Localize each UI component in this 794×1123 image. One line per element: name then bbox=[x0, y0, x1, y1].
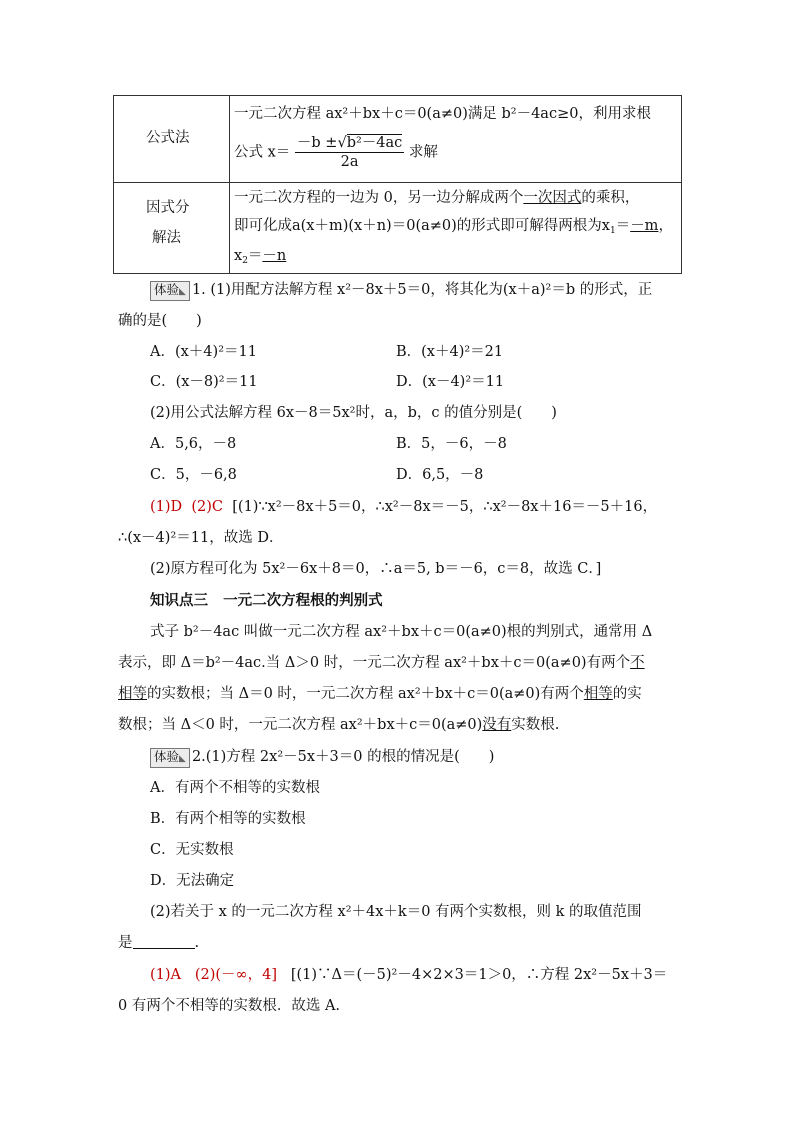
text: 表示，即 Δ＝b²－4ac.当 Δ＞0 时，一元二次方程 ax²＋bx＋c＝0(a≠0)有两个 bbox=[118, 655, 631, 671]
answer-2: (2)(－∞，4] bbox=[194, 967, 278, 983]
section-number: 知识点三 bbox=[150, 592, 208, 609]
ex1-option-a: A．(x＋4)²＝11 bbox=[150, 344, 257, 360]
factor-method-line2 bbox=[234, 214, 673, 235]
formula-method-name: 公式法 bbox=[146, 130, 190, 146]
exercise1-solution-cont: ∴(x－4)²＝11，故选 D． bbox=[118, 530, 284, 546]
ex1-option-d: D．(x－4)²＝11 bbox=[396, 374, 505, 390]
section3-para-line4 bbox=[118, 713, 559, 734]
text: 数根；当 Δ＜0 时，一元二次方程 ax²＋bx＋c＝0(a≠0) bbox=[118, 717, 483, 733]
subscript: 2 bbox=[242, 256, 248, 266]
text: ＝ bbox=[615, 218, 631, 234]
ex1-q2-option-c: C．5，－6,8 bbox=[150, 467, 237, 483]
ex1-option-b: B．(x＋4)²＝21 bbox=[396, 344, 504, 360]
factor-method-line1 bbox=[234, 186, 639, 207]
section3-para-line2 bbox=[118, 651, 645, 672]
answer-blank bbox=[133, 934, 195, 949]
badge-label: 体验 bbox=[154, 282, 180, 297]
section3-para-line1: 式子 b²－4ac 叫做一元二次方程 ax²＋bx＋c＝0(a≠0)根的判别式，通常用 Δ bbox=[150, 624, 653, 640]
exercise1-question1-cont: 确的是( ) bbox=[118, 313, 202, 329]
table-divider-horizontal bbox=[114, 182, 681, 183]
exercise2-question2-cont bbox=[118, 931, 199, 952]
formula-method-line2 bbox=[234, 134, 438, 171]
exercise1-question2: (2)用公式法解方程 6x－8＝5x²时，a，b，c 的值分别是( ) bbox=[150, 405, 557, 421]
methods-table bbox=[113, 95, 682, 274]
formula-numerator: －b ±√b²－4ac bbox=[296, 135, 403, 151]
exercise-badge bbox=[150, 281, 190, 301]
text: 的实数根；当 Δ＝0 时，一元二次方程 ax²＋bx＋c＝0(a≠0)有两个 bbox=[147, 686, 584, 702]
triangle-icon: ◣ bbox=[179, 754, 186, 764]
section3-heading bbox=[150, 589, 383, 610]
subscript: 1 bbox=[609, 226, 616, 236]
solution-text: [(1)∵x²－8x＋5＝0，∴x²－8x＝－5，∴x²－8x＋16＝－5＋16， bbox=[232, 499, 658, 515]
exercise1-question1 bbox=[150, 278, 652, 301]
ex2-option-c: C．无实数根 bbox=[150, 842, 234, 858]
numerator-left: －b ± bbox=[296, 135, 338, 151]
text: x bbox=[234, 248, 243, 264]
answer-1: (1)A bbox=[150, 967, 182, 983]
underlined-text: 不 bbox=[630, 655, 645, 671]
section-title: 一元二次方程根的判别式 bbox=[223, 592, 383, 609]
ex2-option-a: A．有两个不相等的实数根 bbox=[150, 780, 320, 796]
text: 一元二次方程的一边为 0，另一边分解成两个 bbox=[234, 190, 524, 206]
question-text: 2.(1)方程 2x²－5x＋3＝0 的根的情况是( ) bbox=[191, 749, 495, 765]
exercise1-answer bbox=[150, 495, 657, 516]
formula-prefix: 公式 x＝ bbox=[234, 144, 291, 161]
section3-para-line3 bbox=[118, 682, 642, 703]
table-divider-vertical bbox=[229, 96, 230, 273]
factor-method-name-1: 因式分 bbox=[146, 200, 190, 216]
triangle-icon: ◣ bbox=[179, 287, 186, 297]
underlined-text: －n bbox=[262, 248, 287, 264]
underlined-text: 一次因式 bbox=[523, 190, 582, 206]
underlined-text: 相等 bbox=[118, 686, 147, 702]
exercise2-solution-cont: 0 有两个不相等的实数根．故选 A. bbox=[118, 998, 341, 1014]
solution-text: [(1)∵Δ＝(－5)²－4×2×3＝1＞0，∴方程 2x²－5x＋3＝ bbox=[290, 967, 668, 983]
text: ＝ bbox=[247, 248, 263, 264]
text: 实数根. bbox=[511, 717, 560, 733]
ex1-q2-option-b: B．5，－6，－8 bbox=[396, 436, 507, 452]
ex1-q2-option-d: D．6,5，－8 bbox=[396, 467, 484, 483]
badge-label: 体验 bbox=[154, 749, 180, 764]
exercise2-question1 bbox=[150, 745, 494, 768]
text: . bbox=[194, 935, 200, 951]
factor-method-name-2: 解法 bbox=[152, 230, 181, 246]
text: 是 bbox=[118, 935, 133, 951]
question-text: 1. (1)用配方法解方程 x²－8x＋5＝0，将其化为(x＋a)²＝b 的形式，正 bbox=[191, 282, 653, 298]
formula-suffix: 求解 bbox=[408, 144, 438, 161]
ex2-option-b: B．有两个相等的实数根 bbox=[150, 811, 306, 827]
ex1-q2-option-a: A．5,6，－8 bbox=[150, 436, 237, 452]
formula-denominator: 2a bbox=[340, 154, 359, 170]
text: ， bbox=[658, 218, 673, 234]
underlined-text: 相等 bbox=[583, 686, 613, 702]
ex1-option-c: C．(x－8)²＝11 bbox=[150, 374, 258, 390]
text: 的乘积， bbox=[581, 190, 640, 206]
answer-1: (1)D bbox=[150, 499, 183, 515]
text: 即可化成a(x＋m)(x＋n)＝0(a≠0)的形式即可解得两根为x bbox=[234, 218, 610, 234]
exercise1-solution2: (2)原方程可化为 5x²－6x＋8＝0，∴a＝5, b＝－6，c＝8，故选 C．] bbox=[150, 561, 602, 577]
text: 的实 bbox=[612, 686, 642, 702]
exercise2-question2: (2)若关于 x 的一元二次方程 x²＋4x＋k＝0 有两个实数根，则 k 的取值范围 bbox=[150, 904, 642, 920]
underlined-text: 没有 bbox=[482, 717, 512, 733]
factor-method-line3 bbox=[234, 244, 286, 265]
ex2-option-d: D．无法确定 bbox=[150, 873, 235, 889]
answer-2: (2)C bbox=[191, 499, 224, 515]
quadratic-formula-fraction bbox=[295, 134, 404, 171]
exercise2-answer bbox=[150, 963, 667, 984]
numerator-radicand: b²－4ac bbox=[346, 135, 403, 151]
formula-method-line1: 一元二次方程 ax²＋bx＋c＝0(a≠0)满足 b²－4ac≥0，利用求根 bbox=[234, 106, 651, 122]
underlined-text: －m bbox=[630, 218, 659, 234]
exercise-badge bbox=[150, 748, 190, 768]
